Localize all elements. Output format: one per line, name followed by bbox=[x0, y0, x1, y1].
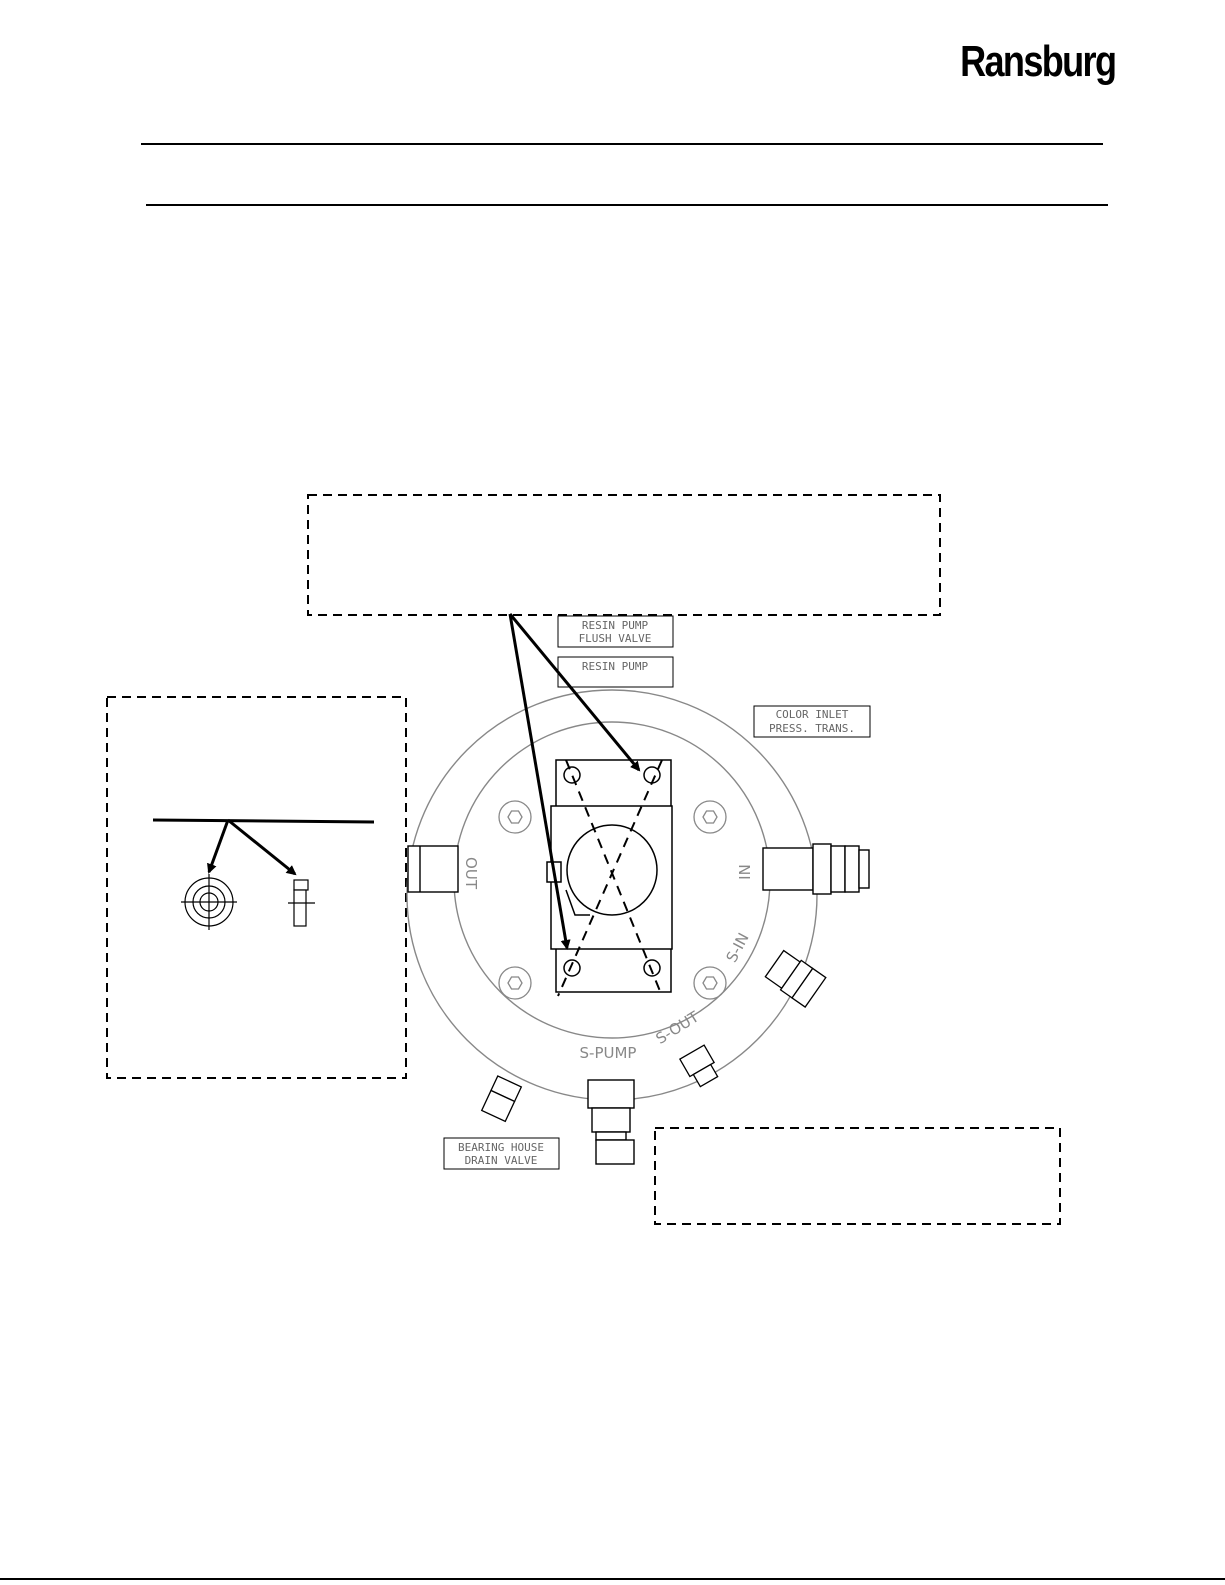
ring-label-out: OUT bbox=[462, 857, 480, 889]
resin-pump-label: RESIN PUMP bbox=[581, 660, 649, 673]
s-pump-fitting-icon bbox=[588, 1080, 634, 1164]
arrow-icon bbox=[228, 820, 295, 874]
drain-valve-fitting-icon bbox=[482, 1076, 522, 1121]
callout-box-bottom-right bbox=[655, 1128, 1060, 1224]
bearing-house-label-line1: BEARING HOUSE bbox=[457, 1141, 545, 1154]
brand-logo: Ransburg bbox=[959, 37, 1115, 86]
out-fitting-icon bbox=[408, 846, 458, 892]
arrow-icon bbox=[209, 820, 228, 872]
s-in-fitting-icon bbox=[764, 949, 826, 1007]
color-inlet-label-line2: PRESS. TRANS. bbox=[768, 722, 856, 735]
ring-label-s-pump: S-PUMP bbox=[579, 1044, 637, 1062]
resin-pump-block bbox=[547, 760, 672, 992]
plug-side-view-icon bbox=[288, 880, 315, 926]
s-out-fitting-icon bbox=[680, 1045, 721, 1088]
flush-valve-label-line1: RESIN PUMP bbox=[581, 619, 649, 632]
callout-box-left bbox=[107, 697, 406, 1078]
ring-label-in: IN bbox=[736, 864, 754, 880]
leader-line bbox=[153, 820, 374, 822]
callout-box-top bbox=[308, 495, 940, 615]
in-fitting-icon bbox=[763, 844, 869, 894]
bearing-house-label-line2: DRAIN VALVE bbox=[464, 1154, 538, 1167]
plug-icon bbox=[181, 874, 237, 930]
flush-valve-label-line2: FLUSH VALVE bbox=[578, 632, 652, 645]
ring-label-s-in: S-IN bbox=[722, 929, 753, 966]
color-inlet-label-line1: COLOR INLET bbox=[775, 708, 849, 721]
ring-label-s-out: S-OUT bbox=[652, 1007, 703, 1048]
